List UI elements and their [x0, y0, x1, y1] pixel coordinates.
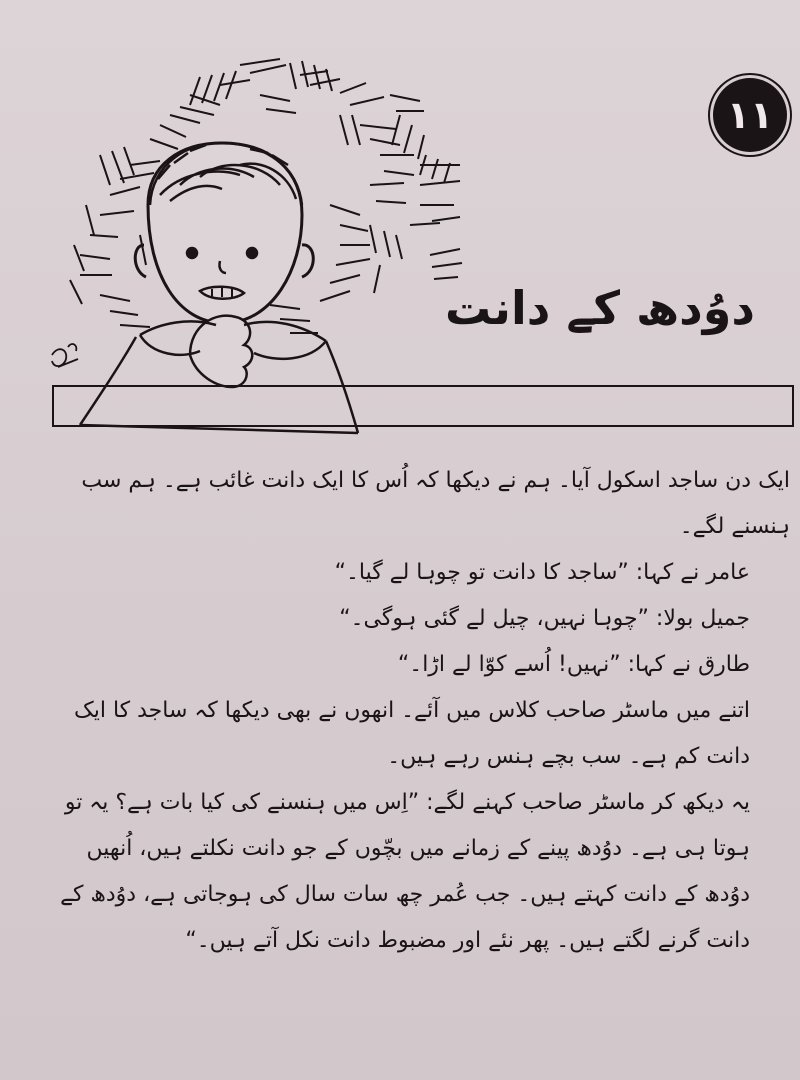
page-number-badge	[713, 78, 787, 152]
story-paragraph: یہ دیکھ کر ماسٹر صاحب کہنے لگے: ”اِس میں ہنسنے کی کیا بات ہے؟ یہ تو ہوتا ہی ہے۔ دوُدھ پینے کے زمانے میں بچّوں کے جو دانت نکلتے ہیں، اُنھیں دوُدھ کے دانت کہتے ہیں۔ جب عُمر چھ سات سال کی ہوجاتی ہے، دوُدھ کے دانت گرنے لگتے ہیں۔ پھر نئے اور مضبوط دانت نکل آتے ہیں۔“	[60, 790, 750, 953]
boy-illustration	[40, 55, 480, 440]
story-paragraph: طارق نے کہا: ”نہیں! اُسے کوّا لے اڑا۔“	[397, 652, 750, 677]
story-paragraph: جمیل بولا: ”چوہا نہیں، چیل لے گئی ہوگی۔“	[339, 606, 750, 631]
story-paragraph: ایک دن ساجد اسکول آیا۔ ہم نے دیکھا کہ اُس کا ایک دانت غائب ہے۔ ہم سب ہنسنے لگے۔	[81, 468, 790, 539]
story-paragraph: عامر نے کہا: ”ساجد کا دانت تو چوہا لے گیا۔“	[334, 560, 750, 585]
page-title: دوُدھ کے دانت	[444, 281, 755, 335]
artist-signature	[52, 344, 78, 367]
story-paragraph: اتنے میں ماسٹر صاحب کلاس میں آئے۔ انھوں نے بھی دیکھا کہ ساجد کا ایک دانت کم ہے۔ سب بچے ہنس رہے ہیں۔	[74, 698, 750, 769]
title-frame	[52, 385, 794, 427]
story-text	[50, 458, 790, 964]
page-number: ۱۱	[726, 93, 774, 137]
